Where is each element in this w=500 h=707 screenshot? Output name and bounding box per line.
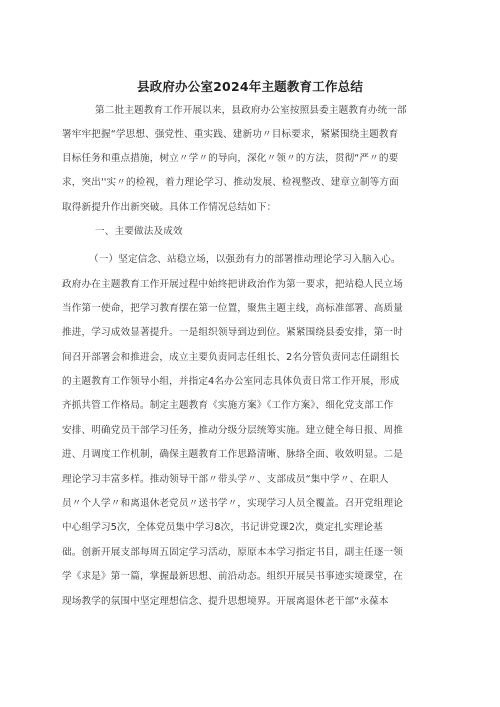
body-line: 安排、明确党员干部学习任务，推动分级分层统筹实施。建立健全每日报、周推 (62, 425, 404, 436)
body-line: 学《求是》第一篇，掌握最新思想、前沿动态。组织开展吴书事迹实境课堂，在 (62, 571, 404, 582)
body-line: 目标任务和重点措施，树立〃学〃的导向，深化〃领〃的方法，贯彻“严〃的要 (62, 153, 399, 164)
body-line: 齐抓共管工作格局。制定主题教育《实施方案》《工作方案》、细化党支部工作 (62, 400, 394, 411)
body-line: 础。创新开展支部每周五固定学习活动，原原本本学习指定书目，副主任逐一领 (62, 547, 404, 558)
section-heading: 一、主要做法及成效 (95, 226, 183, 237)
body-line: 政府办在主题教育工作开展过程中始终把讲政治作为第一要求，把站稳人民立场 (62, 279, 404, 290)
body-line: 取得新提升作出新突破。具体工作情况总结如下： (62, 202, 277, 213)
subsection-heading: （一）坚定信念、站稳立场，以强劲有力的部署推动理论学习入脑入心。 (89, 254, 401, 265)
body-line: 现场教学的氛围中坚定理想信念、提升思想境界。开展离退休老干部“永葆本 (62, 596, 389, 607)
document-title: 县政府办公室2024年主题教育工作总结 (136, 79, 364, 94)
body-line: 员〃个人学〃和离退休老党员〃送书学〃，实现学习人员全覆盖。召开党组理论 (62, 498, 404, 509)
body-line: 进、月调度工作机制，确保主题教育工作思路清晰、脉络全面、收效明显。二是 (62, 449, 404, 460)
body-line: 中心组学习5次，全体党员集中学习8次，书记讲党课2次，奠定扎实理论基 (62, 522, 383, 533)
body-line: 第二批主题教育工作开展以来，县政府办公室按照县委主题教育办统一部 (95, 105, 407, 116)
body-line: 推进，学习成效显著提升。一是组织领导到边到位。紧紧围绕县委安排，第一时 (62, 327, 404, 338)
body-line: 间召开部署会和推进会，成立主要负责同志任组长、2名分管负责同志任副组长 (62, 352, 400, 363)
body-line: 理论学习丰富多样。推动领导干部〃带头学〃、支部成员“集中学〃、在职人 (62, 474, 389, 485)
body-line: 的主题教育工作领导小组，并指定4名办公室同志具体负责日常工作开展，形成 (62, 376, 400, 387)
body-line: 署牢牢把握“学思想、强党性、重实践、建新功〃目标要求，紧紧围绕主题教育 (62, 129, 399, 140)
body-line: 当作第一使命，把学习教育摆在第一位置，聚焦主题主线，高标准部署、高质量 (62, 303, 404, 314)
body-line: 求，突出''实〃的检视，着力理论学习、推动发展、检视整改、建章立制等方面 (62, 177, 399, 188)
